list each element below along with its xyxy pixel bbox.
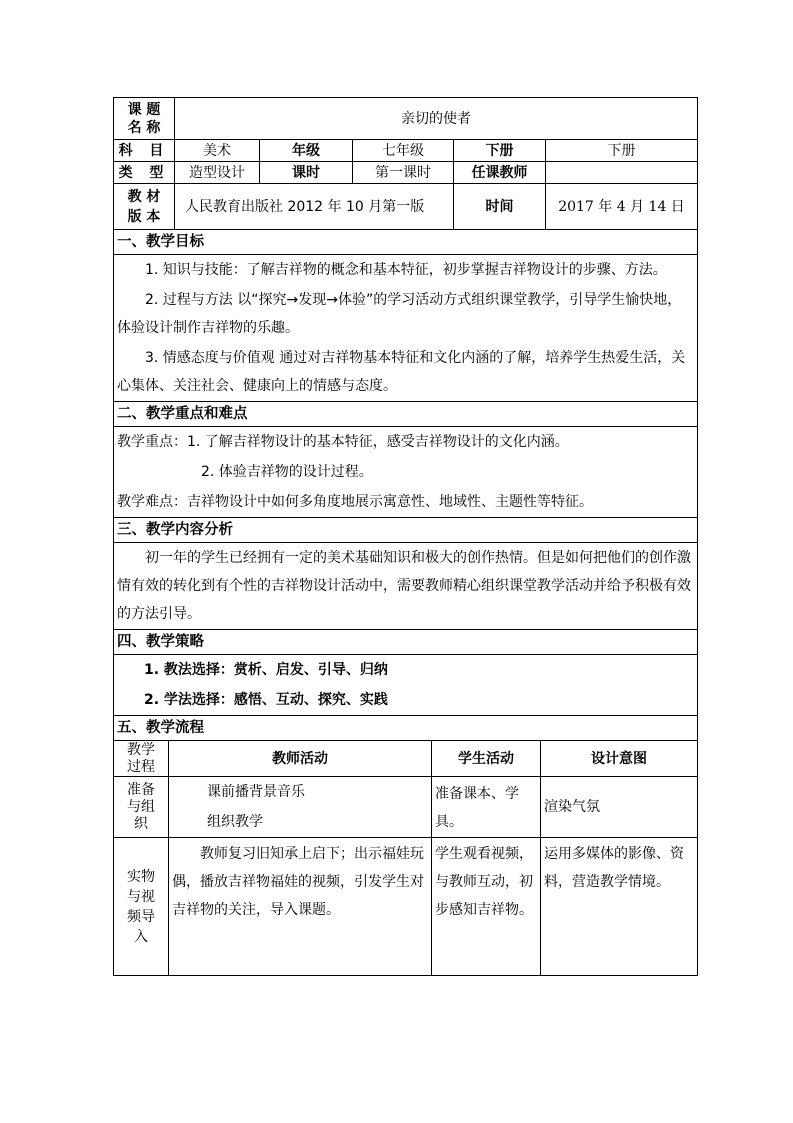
- teacher-label: 任课教师: [454, 162, 546, 184]
- analysis-text: 初一年的学生已经拥有一定的美术基础知识和极大的创作热情。但是如何把他们的创作激情有效的转化到有个性的吉祥物设计活动中，需要教师精心组织课堂教学活动并给予积极有效的方法引导。: [117, 550, 691, 622]
- lesson-plan: [113, 97, 697, 976]
- flow-header-intent: 设计意图: [541, 741, 698, 777]
- flow-header-process: 教学 过程: [114, 741, 169, 777]
- teacher-activity: 组织教学: [207, 814, 263, 830]
- key-point: 2. 体验吉祥物的设计过程。: [201, 464, 373, 480]
- key-point: 教学重点：1. 了解吉祥物设计的基本特征，感受吉祥物设计的文化内涵。: [117, 434, 569, 450]
- goal-item: 3. 情感态度与价值观 通过对吉祥物基本特征和文化内涵的了解，培养学生热爱生活，关心集体、关注社会、健康向上的情感与态度。: [117, 350, 686, 394]
- period-value: 第一课时: [353, 162, 454, 184]
- analysis-heading: 三、教学内容分析: [114, 518, 698, 543]
- volume-label: 下册: [454, 140, 546, 162]
- flow-row-intent: 渲染气氛: [541, 777, 698, 838]
- edition-label: 教 材 版 本: [114, 184, 175, 230]
- strategy-heading: 四、教学策略: [114, 630, 698, 655]
- flow-row-process: 准备 与组 织: [114, 777, 169, 838]
- analysis-content: [114, 543, 698, 630]
- flow-row-teacher: [169, 777, 432, 838]
- subject-label: 科 目: [114, 140, 175, 162]
- goals-heading: 一、教学目标: [114, 230, 698, 255]
- edition-value: 人民教育出版社 2012 年 10 月第一版: [175, 184, 454, 230]
- type-label: 类 型: [114, 162, 175, 184]
- type-value: 造型设计: [175, 162, 260, 184]
- difficult-point: 教学难点：吉祥物设计中如何多角度地展示寓意性、地域性、主题性等特征。: [117, 494, 593, 510]
- strategy-item: 1. 教法选择：赏析、启发、引导、归纳: [144, 662, 388, 678]
- volume-value: 下册: [546, 140, 698, 162]
- goal-item: 1. 知识与技能：了解吉祥物的概念和基本特征，初步掌握吉祥物设计的步骤、方法。: [145, 262, 667, 278]
- teacher-value: [546, 162, 698, 184]
- date-value: 2017 年 4 月 14 日: [546, 184, 698, 230]
- topic-title: 亲切的使者: [175, 98, 698, 140]
- period-label: 课时: [260, 162, 353, 184]
- teacher-activity: 课前播背景音乐: [207, 784, 305, 800]
- grade-value: 七年级: [353, 140, 454, 162]
- flow-row-intent: 运用多媒体的影像、资料，营造教学情境。: [541, 838, 698, 976]
- flow-header-teacher: 教师活动: [169, 741, 432, 777]
- flow-row-process: 实物 与视 频导 入: [114, 838, 169, 976]
- topic-label: 课 题 名 称: [114, 98, 175, 140]
- flow-table: [113, 740, 698, 976]
- flow-row-teacher: 教师复习旧知承上启下；出示福娃玩偶，播放吉祥物福娃的视频，引发学生对吉祥物的关注，导入课题。: [169, 838, 432, 976]
- goals-content: [114, 255, 698, 402]
- grade-label: 年级: [260, 140, 353, 162]
- goal-item: 2. 过程与方法 以“探究→发现→体验”的学习活动方式组织课堂教学，引导学生愉快地，体验设计制作吉祥物的乐趣。: [117, 292, 682, 336]
- flow-header-student: 学生活动: [432, 741, 541, 777]
- flow-row-student: 学生观看视频，与教师互动，初步感知吉祥物。: [432, 838, 541, 976]
- flow-row-student: 准备课本、学具。: [432, 777, 541, 838]
- flow-heading: 五、教学流程: [114, 716, 698, 741]
- subject-value: 美术: [175, 140, 260, 162]
- date-label: 时间: [454, 184, 546, 230]
- strategy-item: 2. 学法选择：感悟、互动、探究、实践: [144, 692, 388, 708]
- key-heading: 二、教学重点和难点: [114, 402, 698, 427]
- key-content: [114, 427, 698, 518]
- lesson-info-table: [113, 97, 698, 741]
- strategy-content: [114, 655, 698, 716]
